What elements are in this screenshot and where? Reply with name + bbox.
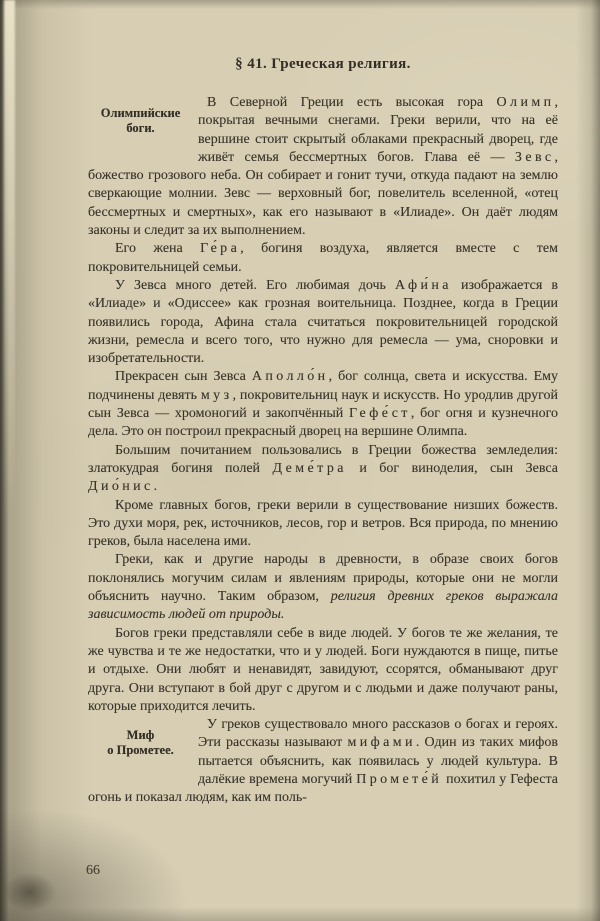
paragraph	[88, 716, 558, 807]
text-run: , бог солнца, света и искусства. Ему подчинены девять	[88, 369, 558, 403]
emphasized-name: Гефе́ст	[349, 406, 411, 422]
paragraph	[88, 442, 558, 497]
text-run: и бог виноделия, сын Зевса	[346, 460, 558, 476]
text-run: , покровительниц наук и искусств. Но уродлив другой сын Зевса — хромоногий и закопчённый	[88, 387, 559, 422]
text-run: Прекрасен сын Зевса	[115, 369, 252, 385]
emphasized-name: Деме́тра	[272, 460, 347, 476]
text-run: Его жена	[115, 241, 201, 257]
emphasized-name: Афи́на	[395, 277, 452, 293]
margin-note-line: Олимпийские	[100, 106, 181, 120]
text-run: , богиня воздуха, является вместе с тем покровительницей семьи.	[88, 241, 558, 275]
emphasized-name: Аполло́н	[251, 369, 329, 385]
emphasized-name: Дио́нис	[88, 479, 154, 495]
page-content	[88, 56, 558, 808]
paragraph	[88, 94, 558, 240]
emphasized-name: мифами	[347, 735, 416, 751]
text-run: , покрытая вечными снегами. Греки верили, что на её вершине стоит скрытый облаками прекрасный дворец, где живёт семья бессмертных богов. Глава её —	[198, 95, 558, 165]
emphasized-name: Промете́й	[356, 771, 443, 787]
margin-note-line: боги.	[126, 120, 155, 135]
paragraph	[88, 368, 558, 441]
paragraph	[88, 277, 558, 368]
text-run: В Северной Греции есть высокая гора	[207, 95, 497, 110]
paragraph	[88, 625, 558, 716]
text-run: . Один из таких мифов пытается объяснить, как появилась у людей культура. В далёкие времена могучий	[198, 735, 558, 787]
text-run: Кроме главных богов, греки верили в существование низших божеств. Это духи моря, рек, источников, лесов, гор и ветров. Вся природа, по мнению греков, была населена ими.	[88, 497, 558, 550]
emphasized-name: Зевс	[514, 149, 555, 165]
margin-note-line: Миф	[126, 728, 155, 743]
page-edge-highlight	[4, 0, 15, 520]
text-run: , божество грозового неба. Он собирает и гонит тучи, откуда падают на землю сверкающие молнии. Зевс — верховный бог, повелитель вселенной, «отец бессмертных и смертных», как его называют в «Илиаде». Он даёт людям законы и следит за их выполнением.	[88, 149, 558, 239]
text-run: изображается в «Илиаде» и «Одиссее» как грозная воительница. Позднее, когда в Греции появились города, Афина стала считаться покровительницей городской жизни, ремесла и всего того, что нужно для ремесла — ума, сноровки и изобретательности.	[88, 277, 558, 367]
text-run: У Зевса много детей. Его любимая дочь	[115, 277, 395, 293]
paragraph	[88, 240, 558, 277]
italic-text: религия древних греков выражала зависимость людей от природы.	[88, 589, 558, 623]
margin-note-line: о Прометее.	[107, 742, 174, 757]
emphasized-name: Ге́ра	[200, 241, 241, 257]
section-title: § 41. Греческая религия.	[235, 56, 411, 72]
text-run: .	[153, 479, 158, 495]
paragraph	[88, 551, 558, 624]
paragraph	[88, 497, 558, 552]
emphasized-name: муз	[200, 387, 233, 403]
margin-note	[88, 716, 198, 772]
corner-shadow	[4, 872, 56, 912]
page-number: 66	[86, 863, 100, 878]
text-run: У греков существовало много рассказов о богах и героях. Эти рассказы называют	[198, 717, 558, 751]
emphasized-name: Олимп	[496, 95, 555, 110]
text-run: , бог огня и кузнечного дела. Это он построил прекрасный дворец на вершине Олимпа.	[88, 406, 558, 440]
body-text	[88, 94, 558, 808]
text-run: Большим почитанием пользовались в Греции божества земледелия: златокудрая богиня полей	[88, 442, 558, 476]
margin-note	[88, 94, 198, 150]
text-run: похитил у Гефеста огонь и показал людям, как им поль-	[88, 771, 558, 806]
text-run: Греки, как и другие народы в древности, в образе своих богов поклонялись могучим силам и явлениям природы, которые они не могли объяснить научно. Таким образом,	[88, 552, 558, 605]
text-run: Богов греки представляли себе в виде людей. У богов те же желания, те же чувства и те же недостатки, что и у людей. Боги нуждаются в пище, питье и отдыхе. Они любят и ненавидят, завидуют, ссорятся, обманывают друг друга. Они вступают в бой друг с другом и с людьми и даже получают раны, которые приходится лечить.	[88, 625, 558, 714]
